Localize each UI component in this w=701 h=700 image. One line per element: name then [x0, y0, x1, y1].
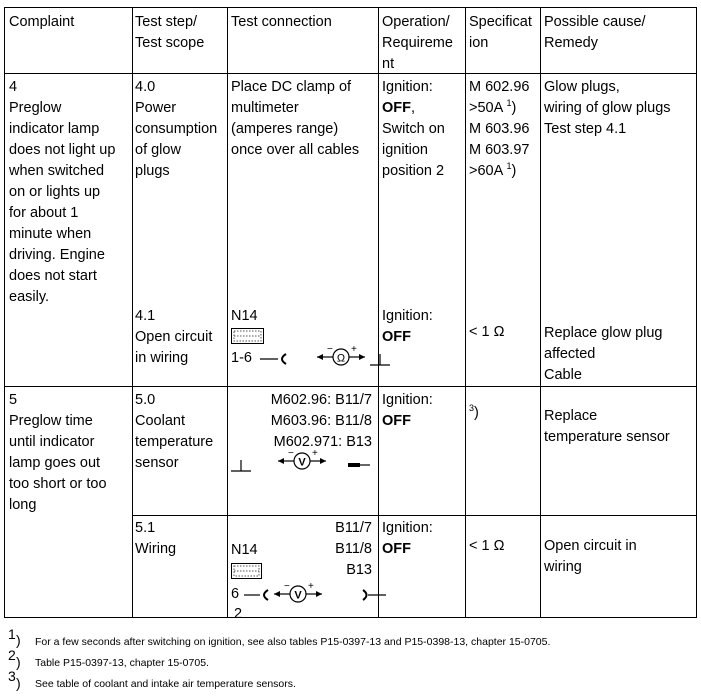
- row-divider: [132, 515, 697, 516]
- specification-4-0: M 602.96 >50A $^1$) M 603.96 M 603.97 >60A $^1$): [469, 79, 530, 179]
- connector-icon: [231, 563, 263, 579]
- footnote-1-text: For a few seconds after switching on ignition, see also tables P15-0397-13 and P15-0398-13, chapter 15-0705.: [35, 636, 551, 648]
- connection-5-1-pins: B11/7 B11/8 B13: [335, 520, 372, 578]
- ohm-symbol: Ω: [336, 352, 346, 365]
- connection-5-1-pin-a: 6: [231, 586, 240, 602]
- footnote-2-number: 2: [8, 647, 16, 663]
- specification-4-1: < 1 Ω: [469, 324, 505, 340]
- footnote-3-number: 3: [8, 668, 16, 684]
- column-divider: [227, 7, 228, 618]
- specification-5-0: $^3$): [469, 403, 479, 421]
- test-step-5-0: 5.0 Coolant temperature sensor: [135, 392, 214, 471]
- header-specification: Specificat ion: [469, 14, 532, 51]
- header-operation: Operation/ Requireme nt: [382, 14, 453, 72]
- test-step-5-1: 5.1 Wiring: [135, 520, 177, 557]
- header-complaint: Complaint: [9, 14, 75, 30]
- ground-symbol-icon: [229, 456, 253, 474]
- operation-5-1: Ignition: OFF: [382, 520, 433, 557]
- test-step-4-1: 4.1 Open circuit in wiring: [135, 308, 213, 366]
- footnote-1-number: 1: [8, 626, 16, 642]
- complaint-5: 5 Preglow time until indicator lamp goes out too short or too long: [9, 392, 107, 513]
- volt-symbol: V: [298, 456, 306, 469]
- voltmeter-symbol-icon: [276, 448, 336, 474]
- probe-tip-icon: [258, 352, 288, 366]
- probe-tip-icon: [360, 588, 388, 602]
- operation-5-0: Ignition: OFF: [382, 392, 433, 429]
- remedy-4-1: Replace glow plug affected Cable: [544, 325, 663, 383]
- table-border-top: [4, 7, 697, 8]
- connection-4-1-label: N14: [231, 308, 258, 324]
- complaint-4: 4 Preglow indicator lamp does not light up when switched on or lights up for about 1 minute when driving. Engine does not start easily.: [9, 79, 116, 305]
- connection-5-1-label: N14: [231, 542, 258, 558]
- remedy-4-0: Glow plugs, wiring of glow plugs Test step 4.1: [544, 79, 671, 137]
- column-divider: [540, 7, 541, 618]
- voltmeter-symbol-icon: [272, 581, 332, 607]
- specification-5-1: < 1 Ω: [469, 538, 505, 554]
- footnote-2-text: Table P15-0397-13, chapter 15-0705.: [35, 657, 209, 669]
- ground-symbol-icon: [368, 352, 394, 368]
- minus-sign: −: [284, 581, 290, 592]
- connection-5-0: M602.96: B11/7 M603.96: B11/8 M602.971: B13: [270, 392, 372, 450]
- operation-4-0: Ignition: OFF, Switch on ignition position 2: [382, 79, 445, 179]
- connection-4-0: Place DC clamp of multimeter (amperes range) once over all cables: [231, 79, 360, 158]
- header-remedy: Possible cause/ Remedy: [544, 14, 646, 51]
- footnote-2-paren: ): [16, 654, 21, 670]
- footnote-3-text: See table of coolant and intake air temperature sensors.: [35, 678, 296, 690]
- header-test-step: Test step/ Test scope: [135, 14, 205, 51]
- column-divider: [132, 7, 133, 618]
- table-border-left: [4, 7, 5, 618]
- row-divider: [4, 386, 697, 387]
- minus-sign: −: [327, 344, 333, 355]
- plus-sign: +: [351, 344, 357, 355]
- table-border-bottom: [4, 617, 697, 618]
- plus-sign: +: [308, 581, 314, 592]
- operation-4-1: Ignition: OFF: [382, 308, 433, 345]
- remedy-5-1: Open circuit in wiring: [544, 538, 637, 575]
- table-border-right: [696, 7, 697, 618]
- footnote-3-paren: ): [16, 675, 21, 691]
- header-divider: [4, 73, 697, 74]
- test-step-4-0: 4.0 Power consumption of glow plugs: [135, 79, 218, 179]
- header-test-connection: Test connection: [231, 14, 332, 30]
- volt-symbol: V: [294, 589, 302, 602]
- ohmmeter-symbol-icon: [315, 344, 375, 370]
- minus-sign: −: [288, 448, 294, 459]
- connection-4-1-pin: 1-6: [231, 350, 252, 366]
- plus-sign: +: [312, 448, 318, 459]
- column-divider: [378, 7, 379, 618]
- column-divider: [465, 7, 466, 618]
- connector-icon: [231, 328, 265, 344]
- footnote-1-paren: ): [16, 632, 21, 648]
- sensor-plug-icon: [346, 460, 372, 470]
- connection-5-1-pin-b: 2: [234, 606, 243, 622]
- probe-tip-icon: [242, 588, 270, 602]
- remedy-5-0: Replace temperature sensor: [544, 408, 670, 445]
